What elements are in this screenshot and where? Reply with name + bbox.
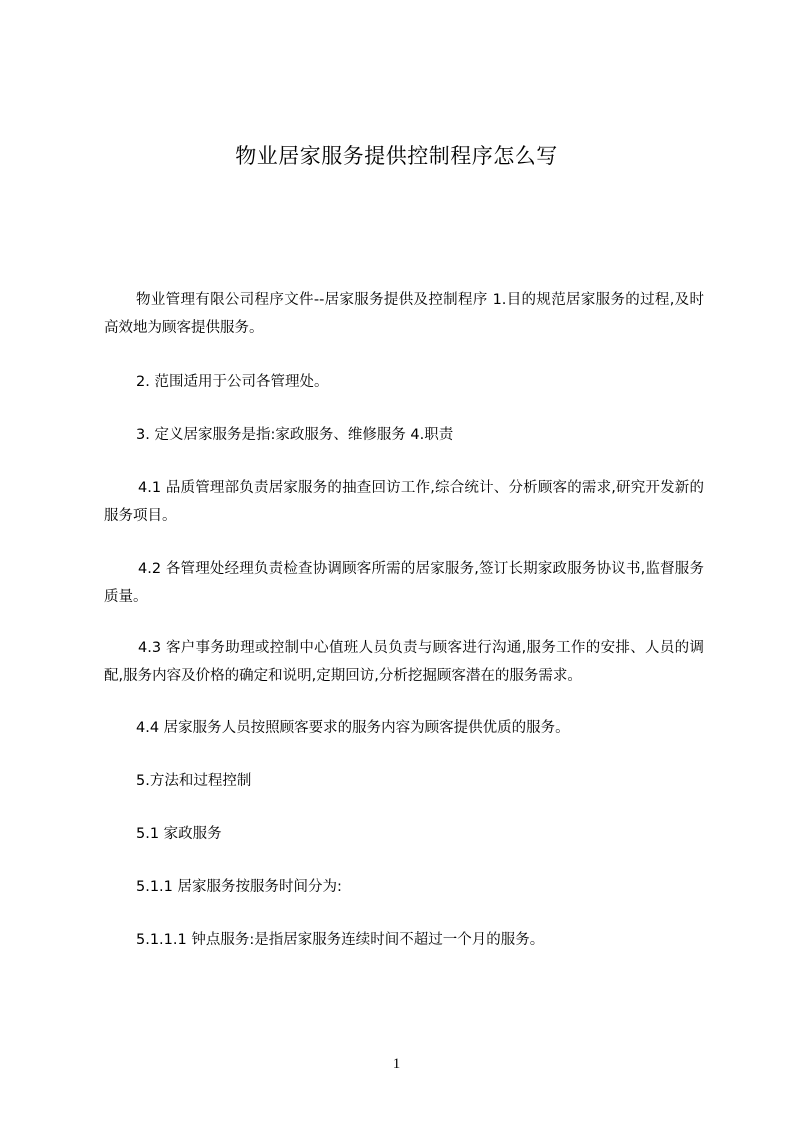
paragraph-scope: 2. 范围适用于公司各管理处。 bbox=[136, 374, 329, 390]
paragraph-4-1: 4.1 品质管理部负责居家服务的抽查回访工作,综合统计、分析顾客的需求,研究开发新的服务项目。 bbox=[104, 480, 704, 524]
paragraph-5-1-1: 5.1.1 居家服务按服务时间分为: bbox=[136, 879, 342, 895]
page-number: 1 bbox=[392, 1056, 401, 1072]
paragraph-4-3: 4.3 客户事务助理或控制中心值班人员负责与顾客进行沟通,服务工作的安排、人员的调配,服务内容及价格的确定和说明,定期回访,分析挖掘顾客潜在的服务需求。 bbox=[104, 640, 704, 684]
paragraph-5-1: 5.1 家政服务 bbox=[136, 826, 222, 842]
paragraph-4-4: 4.4 居家服务人员按照顾客要求的服务内容为顾客提供优质的服务。 bbox=[136, 720, 570, 736]
paragraph-definition: 3. 定义居家服务是指:家政服务、维修服务 4.职责 bbox=[136, 427, 454, 443]
document-title: 物业居家服务提供控制程序怎么写 bbox=[235, 144, 558, 168]
paragraph-intro: 物业管理有限公司程序文件--居家服务提供及控制程序 1.目的规范居家服务的过程,及时高效地为顾客提供服务。 bbox=[104, 292, 704, 336]
paragraph-5: 5.方法和过程控制 bbox=[136, 773, 252, 789]
paragraph-4-2: 4.2 各管理处经理负责检查协调顾客所需的居家服务,签订长期家政服务协议书,监督服务质量。 bbox=[104, 561, 704, 605]
paragraph-5-1-1-1: 5.1.1.1 钟点服务:是指居家服务连续时间不超过一个月的服务。 bbox=[136, 932, 545, 948]
